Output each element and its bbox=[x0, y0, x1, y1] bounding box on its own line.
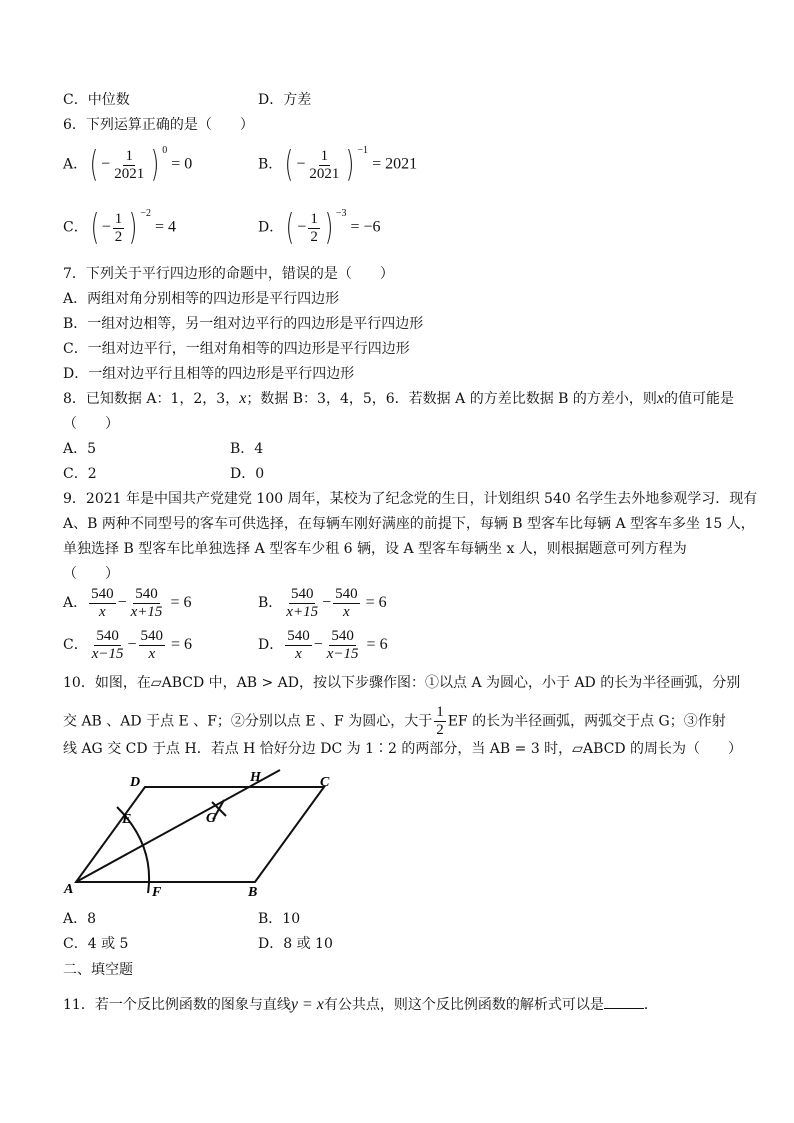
minus-sign: − bbox=[297, 218, 307, 236]
q6-option-a: A．( − $\frac{1}{2021}$ ) $^0$ = 0 bbox=[63, 144, 193, 185]
fraction-denominator: 2021 bbox=[114, 165, 145, 182]
q8-stem-part: 的值可能是 bbox=[664, 391, 734, 407]
fraction-denominator: x−15 bbox=[326, 646, 359, 662]
q8-option-d: D．0 bbox=[230, 466, 265, 482]
option-label: B． bbox=[258, 156, 283, 173]
fraction-numerator: 1 bbox=[320, 147, 329, 164]
fraction-numerator: 540 bbox=[335, 586, 358, 602]
q10-option-d: D．8 或 10 bbox=[258, 936, 333, 952]
fraction-denominator: x bbox=[99, 604, 106, 620]
q9-option-d bbox=[258, 628, 388, 663]
fraction-denominator: x bbox=[295, 646, 302, 662]
q8-option-b: B．4 bbox=[230, 441, 264, 457]
q9-line-3: 单独选择 B 型客车比单独选择 A 型客车少租 6 辆，设 A 型客车每辆坐 x 人，则根据题意可列方程为 bbox=[63, 541, 687, 557]
label-g: G bbox=[206, 811, 217, 826]
fraction-denominator: 2021 bbox=[309, 165, 340, 182]
q8-option-a: A．5 bbox=[63, 441, 97, 457]
equation: y = x bbox=[290, 996, 324, 1013]
rhs: = 6 bbox=[366, 636, 388, 654]
option-label: C． bbox=[63, 219, 88, 236]
rhs: = 6 bbox=[171, 636, 193, 654]
q6-option-b: B．( − $\frac{1}{2021}$ ) $^{-1}$ = 2021 bbox=[258, 144, 418, 185]
q10-line-2 bbox=[63, 704, 726, 739]
minus-sign: − bbox=[322, 594, 332, 612]
rhs: = 4 bbox=[154, 218, 177, 236]
q7-option-a: A．两组对角分别相等的四边形是平行四边形 bbox=[63, 291, 340, 307]
option-label: D． bbox=[258, 219, 284, 236]
q10-option-c: C．4 或 5 bbox=[63, 936, 129, 952]
minus-sign: − bbox=[101, 155, 111, 173]
q11-stem-part: ． bbox=[643, 997, 658, 1013]
q10-line-2-part: EF 的长为半径画弧，两弧交于点 G；③作射 bbox=[447, 713, 726, 730]
fraction-denominator: x+15 bbox=[130, 604, 163, 620]
fraction-numerator: 540 bbox=[96, 628, 119, 644]
q11-stem-part: 有公共点，则这个反比例函数的解析式可以是 bbox=[323, 997, 604, 1013]
q10-option-b: B．10 bbox=[258, 911, 301, 927]
option-label: B． bbox=[258, 595, 283, 612]
q8-option-c: C．2 bbox=[63, 466, 97, 482]
q9-option-b bbox=[258, 586, 387, 621]
minus-sign: − bbox=[127, 636, 137, 654]
fraction-numerator: 540 bbox=[140, 628, 164, 644]
fraction-denominator: 2 bbox=[114, 228, 123, 245]
minus-sign: − bbox=[101, 218, 111, 236]
label-b: B bbox=[248, 885, 258, 900]
q10-line-1: 10．如图，在▱ABCD 中，AB > AD，按以下步骤作图：①以点 A 为圆心，小于 AD 的长为半径画弧，分别 bbox=[63, 675, 741, 691]
q9-answer-paren: （ ） bbox=[63, 566, 119, 582]
q11-stem-part: 11．若一个反比例函数的图象与直线 bbox=[63, 997, 291, 1013]
q9-line-1: 9．2021 年是中国共产党建党 100 周年，某校为了纪念党的生日，计划组织 540 名学生去外地参观学习．现有 bbox=[63, 491, 758, 507]
exponent: 0 bbox=[162, 145, 168, 156]
q8-stem-part: ；数据 B：3，4，5，6．若数据 A 的方差比数据 B 的方差小，则 bbox=[246, 391, 657, 407]
variable-x: x bbox=[656, 390, 664, 407]
label-a: A bbox=[64, 882, 74, 897]
rhs: = −6 bbox=[350, 218, 381, 236]
minus-sign: − bbox=[296, 155, 306, 173]
answer-blank[interactable] bbox=[604, 994, 644, 1009]
q7-option-b: B．一组对边相等，另一组对边平行的四边形是平行四边形 bbox=[63, 316, 424, 332]
label-f: F bbox=[152, 885, 162, 900]
q9-line-2: A、B 两种不同型号的客车可供选择，在每辆车刚好满座的前提下，每辆 B 型客车比每辆 A 型客车多坐 15 人， bbox=[63, 516, 755, 532]
parallelogram-figure bbox=[60, 765, 360, 900]
q6-option-d: D．( − $\frac{1}{2}$ ) $^{-3}$ = −6 bbox=[258, 207, 381, 248]
option-label: D． bbox=[258, 637, 284, 654]
q7-option-d: D．一组对边平行且相等的四边形是平行四边形 bbox=[63, 366, 355, 382]
q5-option-d: D．方差 bbox=[258, 92, 312, 108]
fraction-denominator: 2 bbox=[436, 722, 444, 738]
fraction-denominator: x+15 bbox=[286, 604, 319, 620]
fraction-numerator: 540 bbox=[331, 628, 354, 644]
q6-stem: 6．下列运算正确的是（ ） bbox=[63, 117, 254, 133]
q10-line-2-part: 交 AB 、AD 于点 E 、F；②分别以点 E 、F 为圆心，大于 bbox=[63, 713, 433, 730]
option-label: A． bbox=[63, 595, 88, 612]
fraction-denominator: x bbox=[148, 646, 156, 662]
label-d: D bbox=[130, 775, 141, 790]
fraction-numerator: 1 bbox=[125, 147, 133, 164]
fraction-denominator: x−15 bbox=[91, 646, 124, 662]
q5-option-c: C．中位数 bbox=[63, 92, 130, 108]
fraction-numerator: 540 bbox=[287, 628, 310, 644]
q10-option-a: A．8 bbox=[63, 911, 97, 927]
q8-stem bbox=[63, 389, 734, 409]
fraction-denominator: x bbox=[343, 604, 350, 620]
q7-option-c: C．一组对边平行，一组对角相等的四边形是平行四边形 bbox=[63, 341, 410, 357]
q8-answer-paren: （ ） bbox=[63, 416, 119, 432]
exponent: −1 bbox=[357, 145, 369, 156]
minus-sign: − bbox=[313, 636, 323, 654]
fraction-numerator: 540 bbox=[290, 586, 314, 602]
label-c: C bbox=[320, 775, 330, 790]
rhs: = 6 bbox=[170, 594, 192, 612]
q11-stem bbox=[63, 994, 658, 1015]
fraction-denominator: 2 bbox=[310, 228, 318, 245]
q9-option-a bbox=[63, 586, 191, 621]
q6-option-c: C．( − $\frac{1}{2}$ ) $^{-2}$ = 4 bbox=[63, 207, 177, 248]
fraction-numerator: 1 bbox=[114, 210, 123, 227]
option-label: C． bbox=[63, 637, 88, 654]
fraction-numerator: 540 bbox=[135, 586, 158, 602]
fraction-numerator: 1 bbox=[436, 704, 444, 720]
label-e: E bbox=[122, 812, 132, 827]
variable-x: x bbox=[239, 390, 247, 407]
q10-line-3: 线 AG 交 CD 于点 H．若点 H 恰好分边 DC 为 1∶2 的两部分，当 AB = 3 时，▱ABCD 的周长为（ ） bbox=[63, 741, 742, 757]
exponent: −3 bbox=[335, 208, 347, 219]
minus-sign: − bbox=[117, 594, 127, 612]
fraction-numerator: 540 bbox=[91, 586, 114, 602]
fraction-numerator: 1 bbox=[310, 210, 318, 227]
parallelogram-abcd bbox=[76, 787, 324, 882]
q7-stem: 7．下列关于平行四边形的命题中，错误的是（ ） bbox=[63, 266, 394, 282]
rhs: = 0 bbox=[171, 155, 193, 173]
q9-option-c bbox=[63, 628, 192, 663]
label-h: H bbox=[250, 770, 261, 785]
rhs: = 2021 bbox=[372, 155, 418, 173]
exponent: −2 bbox=[140, 208, 151, 219]
rhs: = 6 bbox=[365, 594, 387, 612]
section-heading: 二、填空题 bbox=[63, 962, 133, 978]
q8-stem-part: 8．已知数据 A：1，2，3， bbox=[63, 391, 240, 407]
option-label: A． bbox=[63, 156, 88, 173]
